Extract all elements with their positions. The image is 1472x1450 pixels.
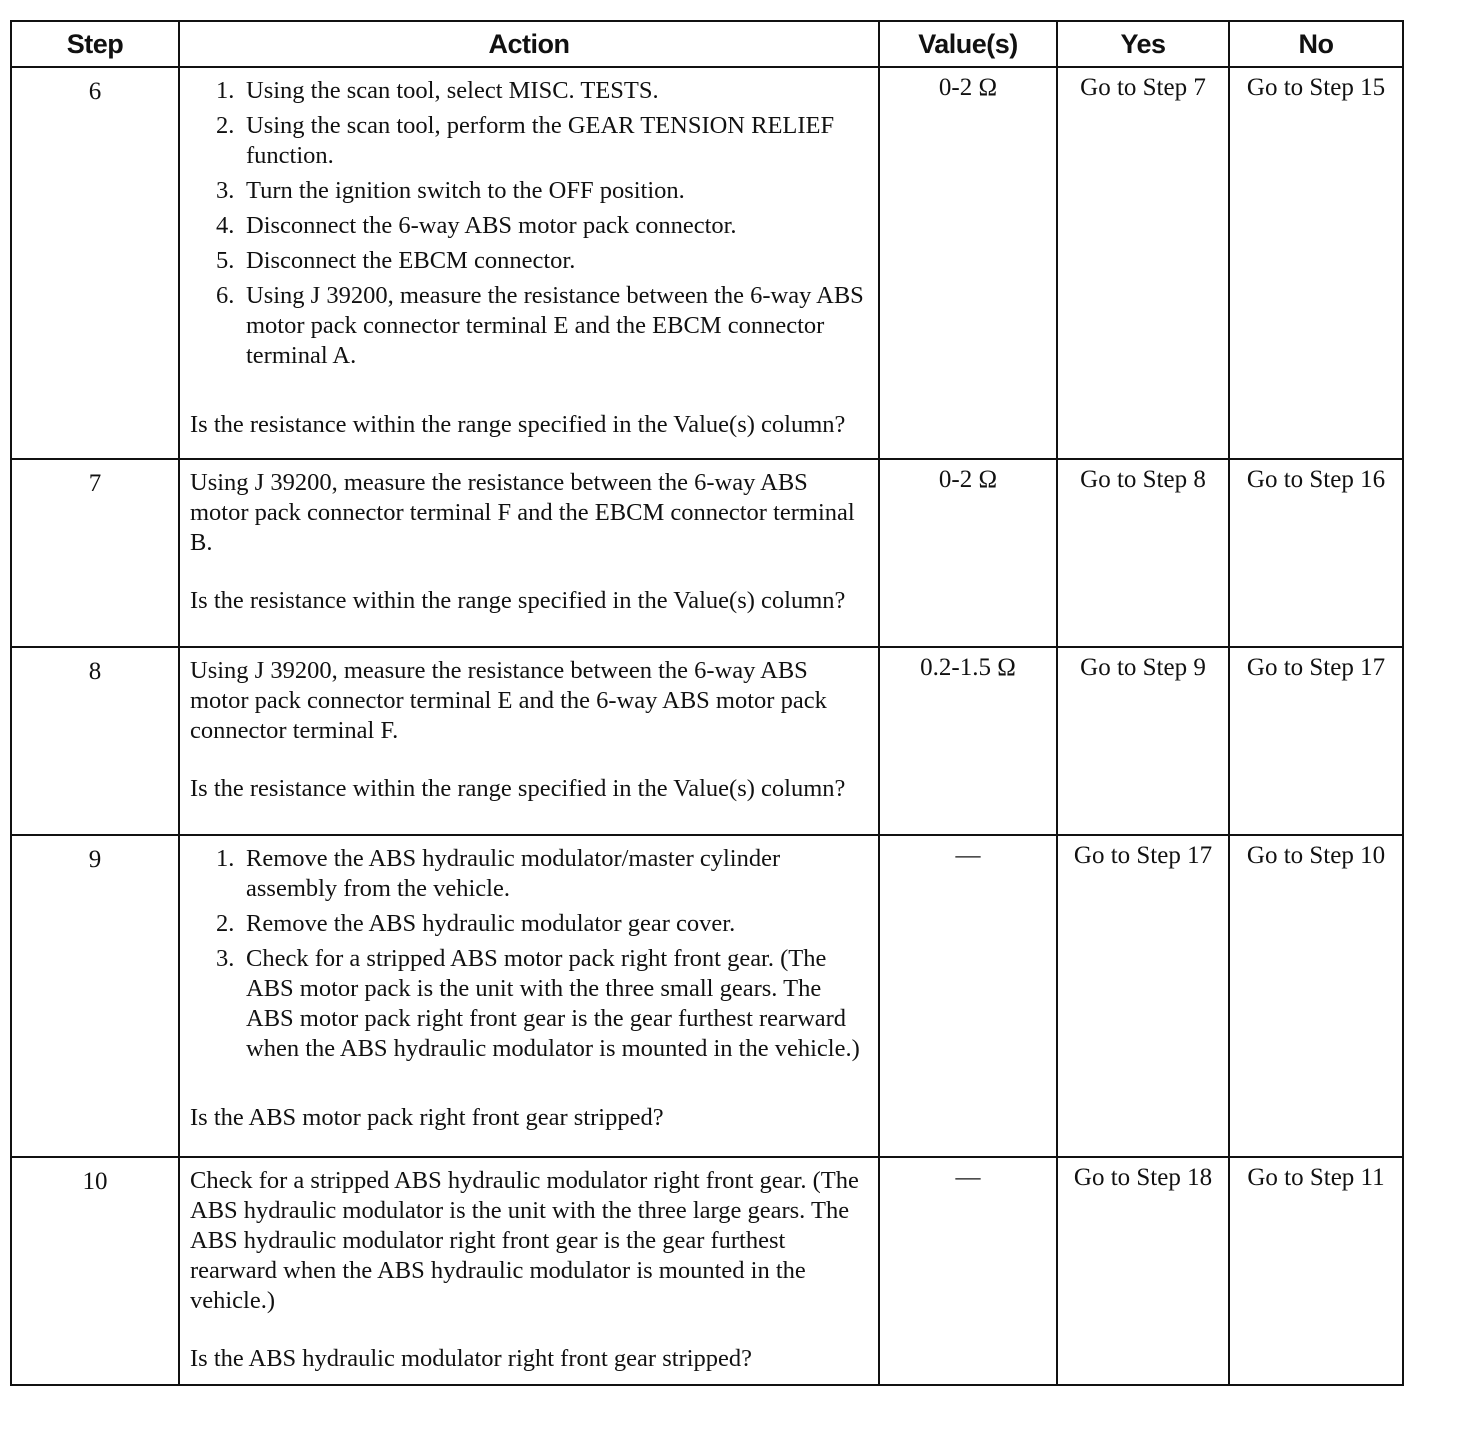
- header-values: Value(s): [879, 21, 1057, 67]
- action-cell: [179, 835, 879, 1157]
- no-cell: Go to Step 10: [1229, 835, 1403, 1157]
- action-step-item: Remove the ABS hydraulic modulator/master cylinder assembly from the vehicle.: [246, 845, 781, 902]
- step-number: 6: [11, 67, 179, 459]
- action-question: Is the resistance within the range specified in the Value(s) column?: [190, 411, 846, 438]
- no-cell: Go to Step 16: [1229, 459, 1403, 647]
- action-step-item: Turn the ignition switch to the OFF position.: [246, 177, 685, 204]
- header-row: [11, 21, 1403, 67]
- step-number: 8: [11, 647, 179, 835]
- table-row: [11, 647, 1403, 835]
- diagnostic-table: [10, 20, 1404, 1386]
- yes-cell: Go to Step 7: [1057, 67, 1229, 459]
- action-cell: [179, 1157, 879, 1385]
- no-cell: Go to Step 11: [1229, 1157, 1403, 1385]
- action-question: Is the resistance within the range specified in the Value(s) column?: [190, 587, 846, 614]
- action-steps-list: [190, 844, 864, 1064]
- value-cell: —: [879, 1157, 1057, 1385]
- table-row: [11, 67, 1403, 459]
- table-row: [11, 1157, 1403, 1385]
- table-header: [11, 21, 1403, 67]
- yes-cell: Go to Step 18: [1057, 1157, 1229, 1385]
- yes-cell: Go to Step 8: [1057, 459, 1229, 647]
- action-description: Using J 39200, measure the resistance between the 6-way ABS motor pack connector terminal F and the EBCM connector terminal B.: [190, 469, 855, 556]
- no-cell: Go to Step 17: [1229, 647, 1403, 835]
- action-description: Check for a stripped ABS hydraulic modulator right front gear. (The ABS hydraulic modulator is the unit with the three large gears. The ABS hydraulic modulator right front gear is the gear furthest rearward when the ABS hydraulic modulator is mounted in the vehicle.): [190, 1167, 859, 1314]
- action-step-item: Disconnect the 6-way ABS motor pack connector.: [246, 212, 737, 239]
- header-step: Step: [11, 21, 179, 67]
- value-cell: 0-2 Ω: [879, 459, 1057, 647]
- value-cell: —: [879, 835, 1057, 1157]
- action-step-item: Disconnect the EBCM connector.: [246, 247, 576, 274]
- step-number: 10: [11, 1157, 179, 1385]
- no-cell: Go to Step 15: [1229, 67, 1403, 459]
- action-description: Using J 39200, measure the resistance between the 6-way ABS motor pack connector terminal E and the 6-way ABS motor pack connector terminal F.: [190, 657, 827, 744]
- table-row: [11, 835, 1403, 1157]
- action-cell: [179, 459, 879, 647]
- action-cell: [179, 647, 879, 835]
- action-cell: [179, 67, 879, 459]
- action-steps-list: [190, 76, 864, 371]
- value-cell: 0.2-1.5 Ω: [879, 647, 1057, 835]
- table-body: [11, 67, 1403, 1385]
- table-row: [11, 459, 1403, 647]
- action-question: Is the resistance within the range specified in the Value(s) column?: [190, 775, 846, 802]
- step-number: 9: [11, 835, 179, 1157]
- action-question: Is the ABS motor pack right front gear stripped?: [190, 1104, 664, 1131]
- action-step-item: Using J 39200, measure the resistance between the 6-way ABS motor pack connector terminal E and the EBCM connector terminal A.: [246, 282, 864, 369]
- header-action: Action: [179, 21, 879, 67]
- action-step-item: Using the scan tool, select MISC. TESTS.: [246, 77, 659, 104]
- header-no: No: [1229, 21, 1403, 67]
- step-number: 7: [11, 459, 179, 647]
- yes-cell: Go to Step 9: [1057, 647, 1229, 835]
- action-question: Is the ABS hydraulic modulator right front gear stripped?: [190, 1345, 753, 1372]
- header-yes: Yes: [1057, 21, 1229, 67]
- action-step-item: Check for a stripped ABS motor pack right front gear. (The ABS motor pack is the unit with the three small gears. The ABS motor pack right front gear is the gear furthest rearward when the ABS hydraulic modulator is mounted in the vehicle.): [246, 945, 860, 1062]
- value-cell: 0-2 Ω: [879, 67, 1057, 459]
- yes-cell: Go to Step 17: [1057, 835, 1229, 1157]
- action-step-item: Using the scan tool, perform the GEAR TENSION RELIEF function.: [246, 112, 835, 169]
- action-step-item: Remove the ABS hydraulic modulator gear cover.: [246, 910, 736, 937]
